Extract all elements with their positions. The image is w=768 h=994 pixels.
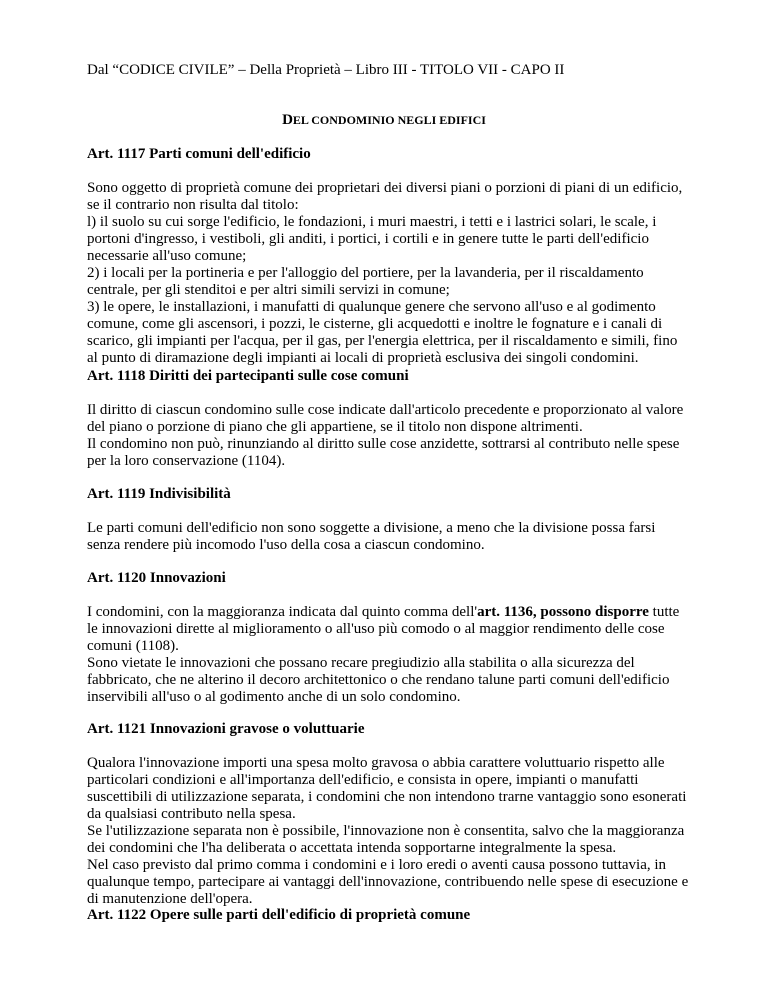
article-line: Sono oggetto di proprietà comune dei proprietari dei diversi piani o porzioni di piani di un edificio, bbox=[87, 180, 683, 196]
article-body bbox=[87, 520, 687, 554]
document-header: Dal “CODICE CIVILE” – Della Proprietà – Libro III - TITOLO VII - CAPO II bbox=[87, 62, 565, 78]
article-heading: Art. 1121 Innovazioni gravose o voluttuarie bbox=[87, 721, 365, 737]
article-line: particolari condizioni e all'importanza dell'edificio, e consista in opere, impianti o manufatti bbox=[87, 772, 639, 788]
article-line: comune, come gli ascensori, i pozzi, le cisterne, gli acquedotti e inoltre le fognature e i canali di bbox=[87, 316, 663, 332]
article-line: centrale, per gli stenditoi e per altri simili servizi in comune; bbox=[87, 282, 450, 298]
article-line: Nel caso previsto dal primo comma i condomini e i loro eredi o aventi causa possono tuttavia, in bbox=[87, 857, 667, 873]
article-line: se il contrario non risulta dal titolo: bbox=[87, 197, 299, 213]
article-line bbox=[87, 604, 687, 621]
article-heading: Art. 1117 Parti comuni dell'edificio bbox=[87, 146, 311, 162]
article-heading: Art. 1118 Diritti dei partecipanti sulle cose comuni bbox=[87, 368, 409, 384]
article-line: suscettibili di utilizzazione separata, i condomini che non intendono trarne vantaggio sono esonerati bbox=[87, 789, 687, 805]
article-line: al punto di diramazione degli impianti ai locali di proprietà esclusiva dei singoli condomini. bbox=[87, 350, 639, 366]
article-line: scarico, gli impianti per l'acqua, per il gas, per l'energia elettrica, per il riscaldamento e simili, fino bbox=[87, 333, 678, 349]
article-line: Il diritto di ciascun condomino sulle cose indicate dall'articolo precedente e proporzionato al valore bbox=[87, 402, 684, 418]
article-line: comuni (1108). bbox=[87, 638, 179, 654]
article-body bbox=[87, 402, 687, 470]
article-line-part: tutte bbox=[648, 604, 680, 620]
article-line: Le parti comuni dell'edificio non sono soggette a divisione, a meno che la divisione possa farsi bbox=[87, 520, 656, 536]
article-line: per la loro conservazione (1104). bbox=[87, 453, 286, 469]
article-reference: art. 1136, possono disporre bbox=[477, 604, 649, 620]
section-title-initial: D bbox=[282, 112, 293, 128]
article-line: del piano o porzione di piano che gli appartiene, se il titolo non dispone altrimenti. bbox=[87, 419, 583, 435]
article-line: necessarie all'uso comune; bbox=[87, 248, 247, 264]
article-line: Se l'utilizzazione separata non è possibile, l'innovazione non è consentita, salvo che la maggioranza bbox=[87, 823, 685, 839]
article-1120 bbox=[87, 570, 687, 706]
article-1118 bbox=[87, 368, 687, 470]
article-line: qualunque tempo, partecipare ai vantaggi dell'innovazione, contribuendo nelle spese di esecuzione e bbox=[87, 874, 689, 890]
article-1119 bbox=[87, 486, 687, 554]
section-title bbox=[0, 112, 768, 129]
article-heading: Art. 1119 Indivisibilità bbox=[87, 486, 231, 502]
article-line: senza rendere più incomodo l'uso della cosa a ciascun condomino. bbox=[87, 537, 485, 553]
article-line: 2) i locali per la portineria e per l'alloggio del portiere, per la lavanderia, per il riscaldamento bbox=[87, 265, 644, 281]
article-line: Il condomino non può, rinunziando al diritto sulle cose anzidette, sottrarsi al contributo nelle spese bbox=[87, 436, 680, 452]
article-body bbox=[87, 755, 687, 908]
section-title-rest: EL CONDOMINIO NEGLI EDIFICI bbox=[292, 113, 486, 127]
article-heading: Art. 1120 Innovazioni bbox=[87, 570, 226, 586]
article-line: fabbricato, che ne alterino il decoro architettonico o che rendano talune parti comuni dell'edificio bbox=[87, 672, 670, 688]
article-line: da qualsiasi contributo nella spesa. bbox=[87, 806, 296, 822]
article-line: le innovazioni dirette al miglioramento o all'uso più comodo o al maggior rendimento delle cose bbox=[87, 621, 665, 637]
article-line: 3) le opere, le installazioni, i manufatti di qualunque genere che servono all'uso e al godimento bbox=[87, 299, 656, 315]
article-line-part: I condomini, con la maggioranza indicata dal quinto comma dell' bbox=[87, 604, 478, 620]
article-1117 bbox=[87, 146, 687, 367]
article-line: l) il suolo su cui sorge l'edificio, le fondazioni, i muri maestri, i tetti e i lastrici solari, le scale, i bbox=[87, 214, 657, 230]
article-line: dei condomini che l'ha deliberata o accettata intenda sopportarne integralmente la spesa. bbox=[87, 840, 617, 856]
article-body bbox=[87, 180, 687, 367]
article-heading: Art. 1122 Opere sulle parti dell'edificio di proprietà comune bbox=[87, 907, 471, 923]
article-1121 bbox=[87, 721, 687, 908]
article-body bbox=[87, 604, 687, 706]
article-line: inservibili all'uso o al godimento anche di un solo condomino. bbox=[87, 689, 461, 705]
article-line: Qualora l'innovazione importi una spesa molto gravosa o abbia carattere voluttuario rispetto alle bbox=[87, 755, 665, 771]
article-line: Sono vietate le innovazioni che possano recare pregiudizio alla stabilita o alla sicurezza del bbox=[87, 655, 635, 671]
article-line: di manutenzione dell'opera. bbox=[87, 891, 253, 907]
article-line: portoni d'ingresso, i vestiboli, gli anditi, i portici, i cortili e in genere tutte le parti dell'edificio bbox=[87, 231, 649, 247]
article-1122 bbox=[87, 907, 687, 924]
